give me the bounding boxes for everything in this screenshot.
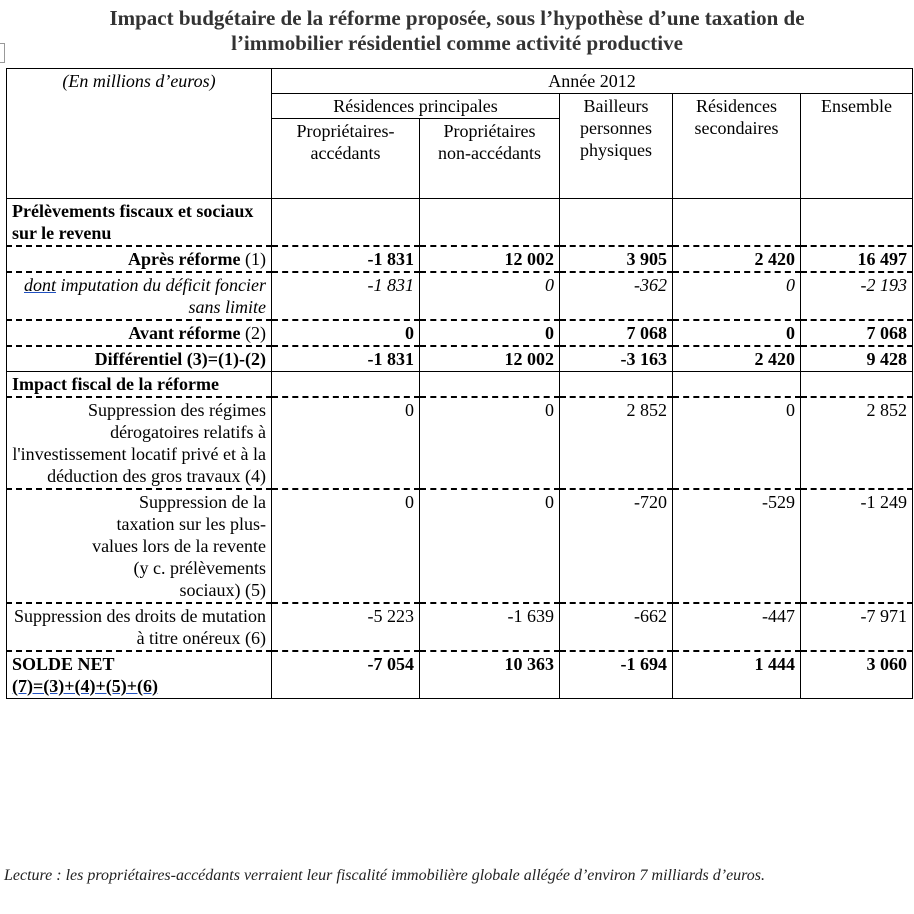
table-cell: -720 [560,489,673,603]
row-label: dont imputation du déficit foncier sans limite [7,272,272,320]
table-cell: -529 [673,489,801,603]
page-title [0,6,914,56]
section-title: Prélèvements fiscaux et sociaux sur le revenu [7,199,272,247]
row-label: Avant réforme (2) [7,320,272,346]
table-cell: -662 [560,603,673,651]
table-cell: 10 363 [420,651,560,699]
bailleurs-header: Bailleurs personnes physiques [560,94,673,199]
table-cell: 0 [673,320,801,346]
table-cell: 0 [420,489,560,603]
table-cell: -1 639 [420,603,560,651]
table-cell: -447 [673,603,801,651]
table-cell: 2 420 [673,346,801,372]
reading-note: Lecture : les propriétaires-accédants verraient leur fiscalité immobilière globale allégée d’environ 7 milliards d’euros. [4,867,766,884]
text-boundary-mark [0,43,5,63]
budget-impact-table [6,68,913,699]
table-cell: 7 068 [560,320,673,346]
table-row [7,346,913,372]
row-label: Suppression de la taxation sur les plus-values lors de la revente (y c. prélèvements sociaux) (5) [7,489,272,603]
prop-accedants-header: Propriétaires-accédants [272,119,420,199]
year-header: Année 2012 [272,69,913,94]
table-cell: 7 068 [801,320,913,346]
header-row-1 [7,69,913,94]
units-header: (En millions d’euros) [7,69,272,199]
table-cell: 0 [272,489,420,603]
table-cell: 2 852 [560,397,673,489]
table-cell: 2 852 [801,397,913,489]
table-cell: 0 [673,397,801,489]
row-label: SOLDE NET (7)=(3)+(4)+(5)+(6) [7,651,272,699]
table-cell: -1 694 [560,651,673,699]
row-label: Suppression des droits de mutation à titre onéreux (6) [7,603,272,651]
table-cell: -1 249 [801,489,913,603]
row-label: Suppression des régimes dérogatoires relatifs à l'investissement locatif privé et à la déduction des gros travaux (4) [7,397,272,489]
table-cell: 3 060 [801,651,913,699]
table-cell: -3 163 [560,346,673,372]
table-cell: -7 054 [272,651,420,699]
table-cell: 0 [420,320,560,346]
table-row [7,272,913,320]
table-cell: 12 002 [420,346,560,372]
table-cell: -1 831 [272,346,420,372]
table-cell: 16 497 [801,246,913,272]
table-cell: 0 [420,397,560,489]
table-row [7,489,913,603]
table-cell: 1 444 [673,651,801,699]
title-line-1: Impact budgétaire de la réforme proposée, sous l’hypothèse d’une taxation de [109,6,805,30]
table-cell: 0 [673,272,801,320]
table-cell: 0 [420,272,560,320]
residences-secondaires-header: Résidences secondaires [673,94,801,199]
section-row [7,372,913,398]
title-line-2: l’immobilier résidentiel comme activité productive [231,31,683,55]
solde-net-row [7,651,913,699]
residences-principales-header: Résidences principales [272,94,560,119]
table-cell: 9 428 [801,346,913,372]
section-row [7,199,913,247]
table-cell: -1 831 [272,272,420,320]
table-cell: 0 [272,320,420,346]
table-cell: 12 002 [420,246,560,272]
prop-non-accedants-header: Propriétaires non-accédants [420,119,560,199]
table-cell: -2 193 [801,272,913,320]
table-row [7,246,913,272]
table-cell: 0 [272,397,420,489]
table-cell: 3 905 [560,246,673,272]
table-cell: -5 223 [272,603,420,651]
ensemble-header: Ensemble [801,94,913,199]
table-cell: -362 [560,272,673,320]
table-row [7,320,913,346]
table-cell: -7 971 [801,603,913,651]
table-cell: 2 420 [673,246,801,272]
section-title: Impact fiscal de la réforme [7,372,272,398]
table-row [7,603,913,651]
row-label: Différentiel (3)=(1)-(2) [7,346,272,372]
table-cell: -1 831 [272,246,420,272]
table-row [7,397,913,489]
row-label: Après réforme (1) [7,246,272,272]
